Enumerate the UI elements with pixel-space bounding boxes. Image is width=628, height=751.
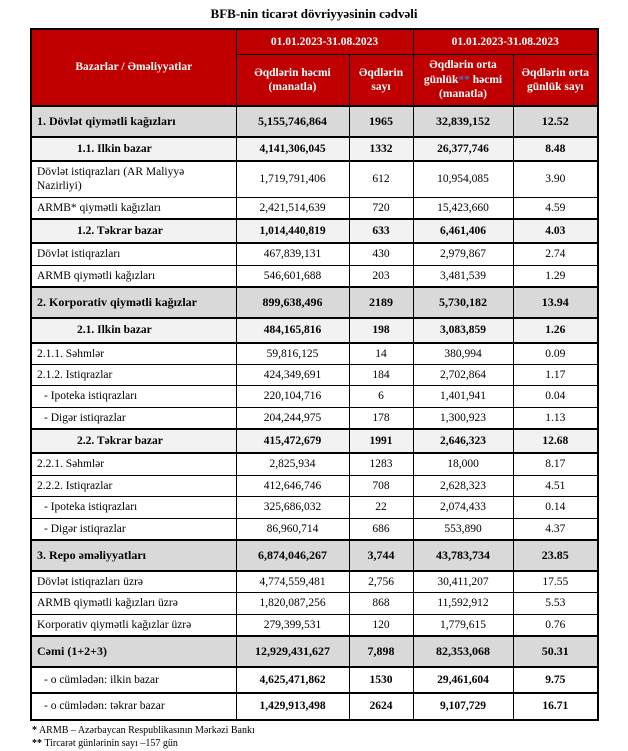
- cell-count: 203: [349, 265, 413, 287]
- table-row: [31, 318, 598, 342]
- cell-count: 2,756: [349, 571, 413, 593]
- cell-count: 22: [349, 497, 413, 518]
- cell-label: - Ipoteka istiqrazları: [31, 386, 236, 407]
- cell-daily-vol: 2,074,433: [413, 497, 513, 518]
- cell-vol: 467,839,131: [236, 243, 349, 265]
- cell-daily-vol: 2,979,867: [413, 243, 513, 265]
- cell-count: 686: [349, 518, 413, 540]
- table-row: [31, 453, 598, 475]
- table-body: [31, 106, 598, 720]
- cell-daily-vol: 11,592,912: [413, 593, 513, 614]
- trade-turnover-table: [30, 28, 599, 721]
- header-daily-volume-text-2: həcmi (manatla): [439, 73, 503, 101]
- cell-daily-count: 50.31: [513, 636, 598, 667]
- cell-daily-count: 12.52: [513, 106, 598, 137]
- table-row: [31, 243, 598, 265]
- cell-count: 7,898: [349, 636, 413, 667]
- cell-daily-count: 12.68: [513, 429, 598, 453]
- table-row: [31, 593, 598, 614]
- cell-daily-count: 4.51: [513, 475, 598, 496]
- table-row: [31, 667, 598, 693]
- cell-daily-vol: 15,423,660: [413, 197, 513, 219]
- cell-vol: 2,421,514,639: [236, 197, 349, 219]
- table-row: [31, 197, 598, 219]
- table-row: [31, 386, 598, 407]
- cell-vol: 1,429,913,498: [236, 693, 349, 719]
- cell-vol: 546,601,688: [236, 265, 349, 287]
- cell-label: 2.2.2. Istiqrazlar: [31, 475, 236, 496]
- cell-daily-count: 13.94: [513, 287, 598, 318]
- cell-vol: 220,104,716: [236, 386, 349, 407]
- cell-vol: 4,141,306,045: [236, 137, 349, 161]
- cell-label: ARMB* qiymətli kağızları: [31, 197, 236, 219]
- table-row: [31, 636, 598, 667]
- double-asterisk-marker: **: [32, 738, 42, 750]
- cell-daily-vol: 380,994: [413, 343, 513, 365]
- cell-daily-vol: 2,702,864: [413, 364, 513, 385]
- table-row: [31, 265, 598, 287]
- cell-label: Dövlət istiqrazları üzrə: [31, 571, 236, 593]
- cell-daily-count: 1.29: [513, 265, 598, 287]
- cell-count: 178: [349, 407, 413, 429]
- cell-daily-count: 0.09: [513, 343, 598, 365]
- table-row: [31, 137, 598, 161]
- cell-count: 2624: [349, 693, 413, 719]
- cell-label: 1.1. Ilkin bazar: [31, 137, 236, 161]
- cell-daily-count: 8.17: [513, 453, 598, 475]
- cell-vol: 4,774,559,481: [236, 571, 349, 593]
- header-markets-operations: Bazarlar / Əməliyyatlar: [31, 29, 236, 106]
- cell-daily-vol: 553,890: [413, 518, 513, 540]
- table-row: [31, 407, 598, 429]
- cell-label: 2. Korporativ qiymətli kağızlar: [31, 287, 236, 318]
- cell-count: 14: [349, 343, 413, 365]
- cell-count: 1530: [349, 667, 413, 693]
- page-title: BFB-nin ticarət dövriyyəsinin cədvəli: [210, 6, 418, 21]
- cell-count: 430: [349, 243, 413, 265]
- header-period-2: 01.01.2023-31.08.2023: [413, 29, 598, 55]
- cell-daily-count: 17.55: [513, 571, 598, 593]
- cell-count: 184: [349, 364, 413, 385]
- cell-vol: 325,686,032: [236, 497, 349, 518]
- cell-daily-count: 9.75: [513, 667, 598, 693]
- table-row: [31, 540, 598, 571]
- cell-daily-count: 8.48: [513, 137, 598, 161]
- cell-daily-vol: 3,083,859: [413, 318, 513, 342]
- cell-daily-count: 5.53: [513, 593, 598, 614]
- cell-vol: 6,874,046,267: [236, 540, 349, 571]
- cell-label: 2.1. Ilkin bazar: [31, 318, 236, 342]
- cell-daily-vol: 1,779,615: [413, 614, 513, 636]
- table-row: [31, 343, 598, 365]
- cell-vol: 484,165,816: [236, 318, 349, 342]
- table-row: [31, 475, 598, 496]
- table-row: [31, 497, 598, 518]
- footnote-armb: [32, 724, 628, 738]
- header-daily-count: Əqdlərin orta günlük sayı: [513, 55, 598, 106]
- cell-count: 198: [349, 318, 413, 342]
- cell-label: Dövlət istiqrazları: [31, 243, 236, 265]
- footnote-trading-days: [32, 737, 628, 751]
- footnote-trading-days-text: Tircarət günlərinin sayı –157 gün: [44, 738, 178, 750]
- cell-daily-count: 0.76: [513, 614, 598, 636]
- footnotes: [32, 724, 628, 751]
- header-daily-volume-text: Əqdlərin orta günlük: [423, 59, 497, 86]
- cell-vol: 1,820,087,256: [236, 593, 349, 614]
- cell-label: - Ipoteka istiqrazları: [31, 497, 236, 518]
- cell-vol: 1,014,440,819: [236, 219, 349, 243]
- cell-daily-vol: 29,461,604: [413, 667, 513, 693]
- cell-daily-count: 1.17: [513, 364, 598, 385]
- cell-label: - o cümlədən: təkrar bazar: [31, 693, 236, 719]
- cell-daily-count: 2.74: [513, 243, 598, 265]
- cell-label: 2.2.1. Səhmlər: [31, 453, 236, 475]
- cell-daily-vol: 1,401,941: [413, 386, 513, 407]
- header-count: Əqdlərin sayı: [349, 55, 413, 106]
- cell-daily-vol: 26,377,746: [413, 137, 513, 161]
- cell-count: 720: [349, 197, 413, 219]
- cell-label: 2.2. Təkrar bazar: [31, 429, 236, 453]
- cell-daily-count: 4.03: [513, 219, 598, 243]
- table-row: [31, 106, 598, 137]
- cell-label: 2.1.2. Istiqrazlar: [31, 364, 236, 385]
- cell-vol: 279,399,531: [236, 614, 349, 636]
- cell-count: 2189: [349, 287, 413, 318]
- cell-vol: 899,638,496: [236, 287, 349, 318]
- cell-daily-vol: 10,954,085: [413, 161, 513, 197]
- cell-label: Dövlət istiqrazları (AR Maliyyə Nazirliyi): [31, 161, 236, 197]
- cell-label: - Digər istiqrazlar: [31, 407, 236, 429]
- table-row: [31, 518, 598, 540]
- table-row: [31, 614, 598, 636]
- cell-vol: 12,929,431,627: [236, 636, 349, 667]
- cell-label: 3. Repo əməliyyatları: [31, 540, 236, 571]
- cell-daily-vol: 5,730,182: [413, 287, 513, 318]
- table-row: [31, 287, 598, 318]
- cell-daily-count: 16.71: [513, 693, 598, 719]
- table-row: [31, 364, 598, 385]
- cell-label: 2.1.1. Səhmlər: [31, 343, 236, 365]
- header-period-1: 01.01.2023-31.08.2023: [236, 29, 413, 55]
- cell-daily-count: 1.26: [513, 318, 598, 342]
- cell-daily-count: 0.14: [513, 497, 598, 518]
- table-row: [31, 571, 598, 593]
- cell-count: 612: [349, 161, 413, 197]
- table-row: [31, 219, 598, 243]
- cell-daily-vol: 2,646,323: [413, 429, 513, 453]
- cell-count: 6: [349, 386, 413, 407]
- cell-vol: 86,960,714: [236, 518, 349, 540]
- cell-daily-vol: 43,783,734: [413, 540, 513, 571]
- cell-label: ARMB qiymətli kağızları üzrə: [31, 593, 236, 614]
- cell-label: Cəmi (1+2+3): [31, 636, 236, 667]
- cell-vol: 2,825,934: [236, 453, 349, 475]
- header-volume: Əqdlərin həcmi (manatla): [236, 55, 349, 106]
- table-row: [31, 693, 598, 719]
- cell-daily-vol: 3,481,539: [413, 265, 513, 287]
- cell-daily-count: 23.85: [513, 540, 598, 571]
- cell-vol: 59,816,125: [236, 343, 349, 365]
- cell-vol: 415,472,679: [236, 429, 349, 453]
- cell-vol: 424,349,691: [236, 364, 349, 385]
- footnote-armb-text: ARMB – Azərbaycan Respublikasının Mərkəzi Bankı: [38, 724, 255, 736]
- cell-count: 3,744: [349, 540, 413, 571]
- cell-label: - Digər istiqrazlar: [31, 518, 236, 540]
- cell-vol: 5,155,746,864: [236, 106, 349, 137]
- cell-daily-count: 0.04: [513, 386, 598, 407]
- cell-vol: 204,244,975: [236, 407, 349, 429]
- cell-count: 708: [349, 475, 413, 496]
- cell-daily-count: 4.37: [513, 518, 598, 540]
- cell-count: 1283: [349, 453, 413, 475]
- cell-daily-vol: 1,300,923: [413, 407, 513, 429]
- cell-count: 1965: [349, 106, 413, 137]
- cell-daily-vol: 32,839,152: [413, 106, 513, 137]
- cell-label: 1. Dövlət qiymətli kağızları: [31, 106, 236, 137]
- cell-daily-count: 1.13: [513, 407, 598, 429]
- cell-daily-count: 3.90: [513, 161, 598, 197]
- cell-count: 1332: [349, 137, 413, 161]
- cell-daily-vol: 9,107,729: [413, 693, 513, 719]
- cell-count: 1991: [349, 429, 413, 453]
- header-daily-volume: [413, 55, 513, 106]
- cell-label: ARMB qiymətli kağızları: [31, 265, 236, 287]
- asterisk-marker: *: [32, 724, 37, 736]
- cell-daily-vol: 18,000: [413, 453, 513, 475]
- table-header: [31, 29, 598, 106]
- cell-daily-vol: 30,411,207: [413, 571, 513, 593]
- cell-label: Korporativ qiymətli kağızlar üzrə: [31, 614, 236, 636]
- cell-count: 120: [349, 614, 413, 636]
- cell-vol: 412,646,746: [236, 475, 349, 496]
- cell-vol: 1,719,791,406: [236, 161, 349, 197]
- cell-daily-count: 4.59: [513, 197, 598, 219]
- double-asterisk-marker: **: [458, 73, 470, 86]
- table-row: [31, 161, 598, 197]
- table-row: [31, 429, 598, 453]
- cell-label: - o cümlədən: ilkin bazar: [31, 667, 236, 693]
- cell-count: 633: [349, 219, 413, 243]
- cell-label: 1.2. Təkrar bazar: [31, 219, 236, 243]
- cell-count: 868: [349, 593, 413, 614]
- cell-daily-vol: 82,353,068: [413, 636, 513, 667]
- cell-daily-vol: 2,628,323: [413, 475, 513, 496]
- cell-daily-vol: 6,461,406: [413, 219, 513, 243]
- cell-vol: 4,625,471,862: [236, 667, 349, 693]
